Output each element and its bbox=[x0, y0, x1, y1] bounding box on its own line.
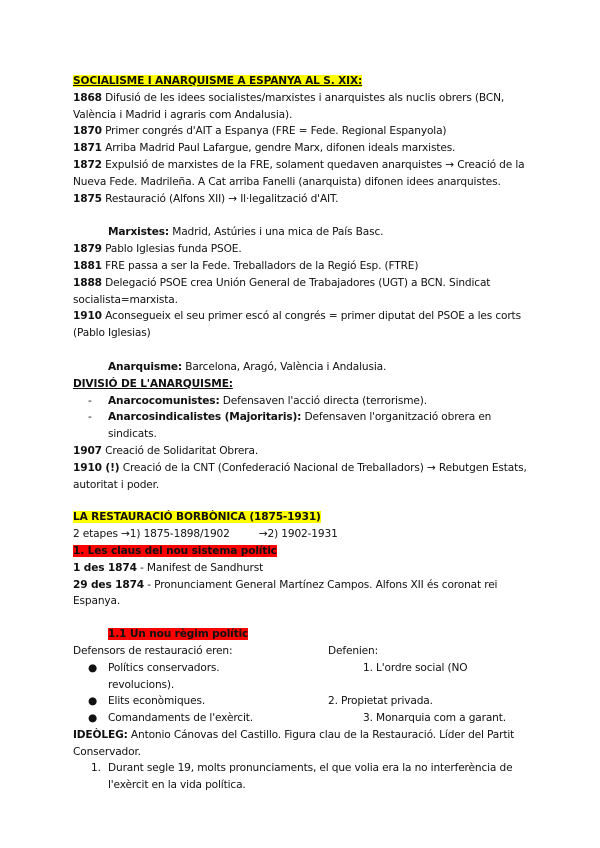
section-title-restauracio: LA RESTAURACIÓ BORBÒNICA (1875-1931) bbox=[73, 511, 321, 524]
heading-nou-regim: 1.1 Un nou règim polític bbox=[108, 628, 249, 641]
list-item: - Anarcosindicalistes (Majoritaris): Defensaven l'organització obrera en sindicats. bbox=[88, 411, 492, 441]
entry-1907: 1907 Creació de Solidaritat Obrera. bbox=[73, 444, 259, 457]
bullet-dot-icon: ● bbox=[88, 712, 98, 725]
defensors-label: Defensors de restauració eren: bbox=[73, 644, 233, 657]
entry-1872: 1872 Expulsió de marxistes de la FRE, solament quedaven anarquistes → Creació de la Nueva Fede. Madrileña. A Cat arriba Fanelli (anarquista) difonen idees anarquistes. bbox=[73, 158, 525, 188]
anarquisme-line: Anarquisme: Barcelona, Aragó, València i Andalusia. bbox=[108, 360, 387, 373]
entry-1881: 1881 FRE passa a ser la Fede. Treballadors de la Regió Esp. (FTRE) bbox=[73, 259, 419, 272]
defenien-label: Defenien: bbox=[328, 644, 379, 657]
defenien-item: 2. Propietat privada. bbox=[328, 695, 433, 708]
entry-1879: 1879 Pablo Iglesias funda PSOE. bbox=[73, 243, 242, 256]
numbered-item: 1. Durant segle 19, molts pronunciaments, el que volia era la no interferència de l'exèrcit en la vida política. bbox=[91, 762, 513, 792]
entry-1871: 1871 Arriba Madrid Paul Lafargue, gendre Marx, difonen ideals marxistes. bbox=[73, 142, 456, 155]
list-number: 1. bbox=[91, 762, 101, 775]
defenien-item-cont: revolucions). bbox=[108, 678, 175, 691]
defenien-item: 3. Monarquia com a garant. bbox=[363, 712, 506, 725]
entry-1868: 1868 Difusió de les idees socialistes/marxistes i anarquistes als nuclis obrers (BCN, València i Madrid i agraris com Andalusia). bbox=[73, 91, 505, 121]
list-row bbox=[73, 677, 533, 694]
list-row bbox=[73, 693, 533, 710]
bullet-dot-icon: ● bbox=[88, 661, 98, 674]
defensors-row bbox=[73, 643, 533, 660]
entry-1870: 1870 Primer congrés d'AIT a Espanya (FRE = Fede. Regional Espanyola) bbox=[73, 125, 447, 138]
dash-bullet: - bbox=[88, 394, 92, 407]
defenien-item: 1. L'ordre social (NO bbox=[363, 661, 468, 674]
ideoleg-line: IDEÒLEG: Antonio Cánovas del Castillo. Figura clau de la Restauració. Líder del Partit Conservador. bbox=[73, 728, 515, 758]
date-29-des-1874: 29 des 1874 - Pronunciament General Martínez Campos. Alfons XII és coronat rei Espanya. bbox=[73, 578, 498, 608]
date-1-des-1874: 1 des 1874 - Manifest de Sandhurst bbox=[73, 561, 264, 574]
marxistes-line: Marxistes: Madrid, Astúries i una mica de País Basc. bbox=[108, 226, 384, 239]
entry-1888: 1888 Delegació PSOE crea Unión General de Trabajadores (UGT) a BCN. Sindicat socialista=marxista. bbox=[73, 276, 491, 306]
dash-bullet: - bbox=[88, 411, 92, 424]
bullet-dot-icon: ● bbox=[88, 695, 98, 708]
entry-1910-cnt: 1910 (!) Creació de la CNT (Confederació Nacional de Treballadors) → Rebutgen Estats, autoritat i poder. bbox=[73, 461, 527, 491]
section-title-socialisme: SOCIALISME I ANARQUISME A ESPANYA AL S. XIX: bbox=[73, 75, 363, 87]
list-row bbox=[73, 660, 533, 677]
document-page bbox=[73, 73, 533, 794]
etapes-line: 2 etapes →1) 1875-1898/1902 →2) 1902-1931 bbox=[73, 528, 338, 541]
list-item: - Anarcocomunistes: Defensaven l'acció directa (terrorisme). bbox=[73, 393, 533, 410]
list-item: Elits econòmiques. bbox=[108, 695, 206, 708]
divisio-title: DIVISIÓ DE L'ANARQUISME: bbox=[73, 377, 233, 390]
list-item: Comandaments de l'exèrcit. bbox=[108, 712, 253, 725]
list-row bbox=[73, 710, 533, 727]
list-item: Polítics conservadors. bbox=[108, 661, 220, 674]
entry-1910-psoe: 1910 Aconsegueix el seu primer escó al congrés = primer diputat del PSOE a les corts (Pablo Iglesias) bbox=[73, 310, 521, 340]
entry-1875: 1875 Restauració (Alfons XII) → Il·legalització d'AIT. bbox=[73, 192, 339, 205]
heading-claus: 1. Les claus del nou sistema polític bbox=[73, 544, 277, 557]
